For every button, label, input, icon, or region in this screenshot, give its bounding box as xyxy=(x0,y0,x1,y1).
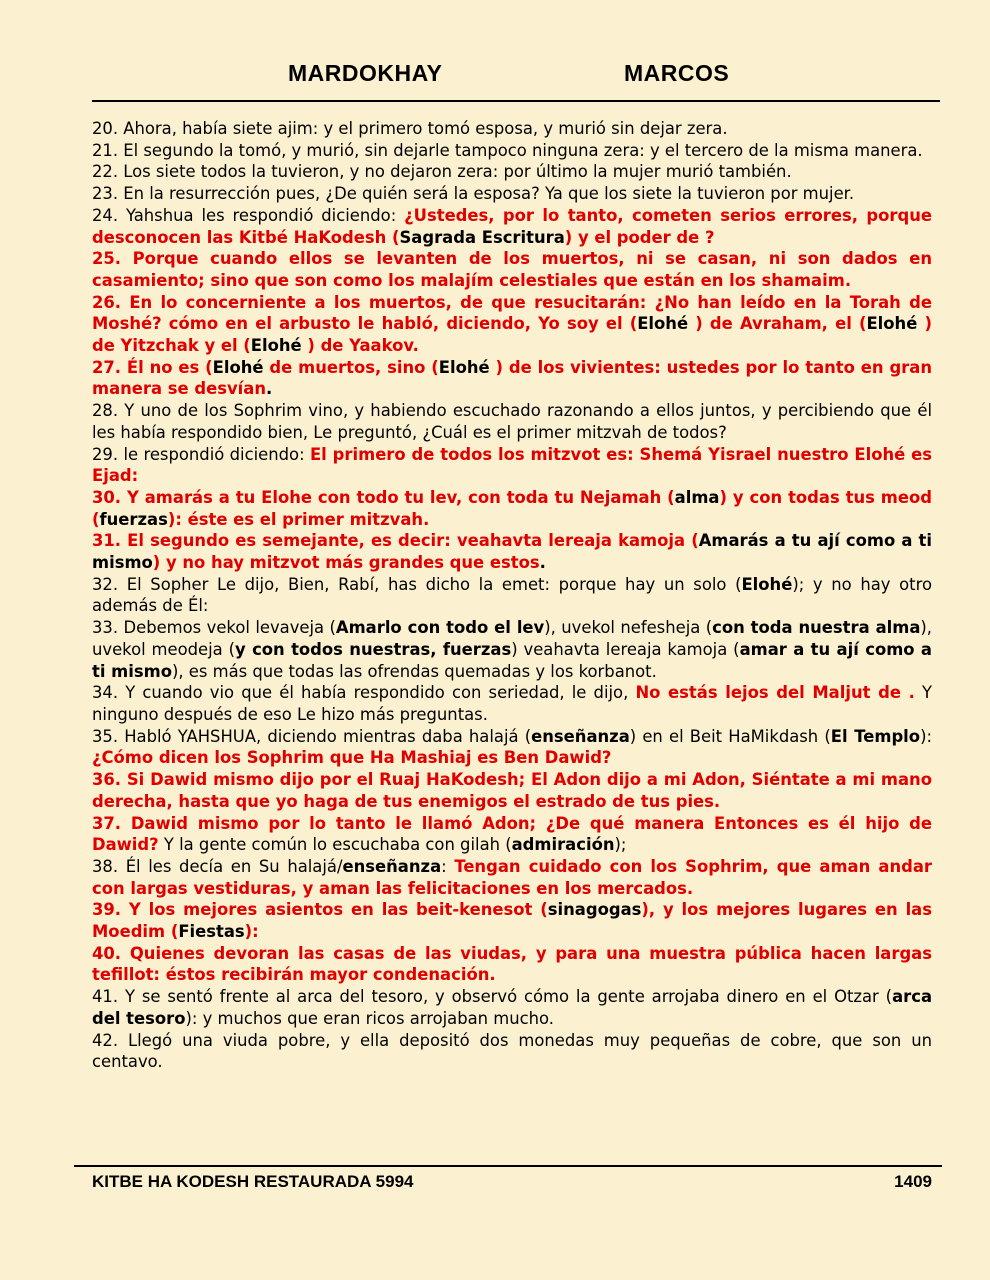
verse xyxy=(92,292,932,357)
verse xyxy=(92,118,932,140)
verse-bold: Elohé xyxy=(866,314,918,334)
verse-emphasis: ) y el poder de ? xyxy=(564,227,715,247)
verse xyxy=(92,856,932,899)
verse xyxy=(92,161,932,183)
verse-bold: enseñanza xyxy=(531,726,630,746)
verse-bold: Elohé xyxy=(250,336,302,356)
verse-emphasis: ) de Yaakov. xyxy=(301,336,419,356)
verse-text: : xyxy=(441,856,455,876)
verse xyxy=(92,248,932,291)
verse xyxy=(92,357,932,400)
verse-bold: alma xyxy=(674,487,720,507)
verse-bold: Sagrada Escritura xyxy=(399,227,565,247)
verse-emphasis: 39. Y los mejores asientos en las beit-kenesot ( xyxy=(92,900,548,920)
verse-text: ), uvekol nefesheja ( xyxy=(544,618,713,638)
verse-bold: fuerzas xyxy=(99,509,168,529)
page-footer xyxy=(92,1170,932,1194)
verse-text: 32. El Sopher Le dijo, Bien, Rabí, has dicho la emet: porque hay un solo ( xyxy=(92,574,742,594)
verse-text: ): xyxy=(920,726,932,746)
verse-text: ); xyxy=(614,835,627,855)
verse-emphasis: ) de Yitzchak y el ( xyxy=(92,314,933,356)
verse xyxy=(92,726,932,769)
verse xyxy=(92,769,932,812)
verse-emphasis: No estás lejos del Maljut de . xyxy=(635,683,915,703)
verse-text: 41. Y se sentó frente al arca del tesoro, y observó cómo la gente arrojaba dinero en el Otzar ( xyxy=(92,987,893,1007)
verse-emphasis: 27. Él no es ( xyxy=(92,357,213,377)
header-right-title: MARCOS xyxy=(624,60,730,86)
footer-book-title: KITBE HA KODESH RESTAURADA 5994 xyxy=(92,1172,414,1191)
verse-bold: El Templo xyxy=(830,726,921,746)
verse xyxy=(92,943,932,986)
verse-text: 38. Él les decía en Su halajá/ xyxy=(92,856,343,876)
verse xyxy=(92,986,932,1029)
verse-emphasis: 37. Dawid mismo por lo tanto le llamó Adon; ¿De qué manera Entonces es él hijo de Dawid? xyxy=(92,813,932,855)
verse-bold: Elohé xyxy=(438,357,490,377)
verse-text: Y ninguno después de eso Le hizo más preguntas. xyxy=(92,683,932,724)
verse-emphasis: 25. Porque cuando ellos se levanten de los muertos, ni se casan, ni son dados en casamiento; sino que son como los malajím celestiales que están en los shamaim. xyxy=(92,249,932,290)
verse-bold: arca del tesoro xyxy=(92,987,932,1028)
verse-text: 24. Yahshua les respondió diciendo: xyxy=(92,205,405,225)
verse-text: ), uvekol meodeja ( xyxy=(92,618,933,659)
verse-text: 35. Habló YAHSHUA, diciendo mientras daba halajá ( xyxy=(92,726,532,746)
verse-text: ): y muchos que eran ricos arrojaban mucho. xyxy=(185,1008,554,1028)
header-rule xyxy=(92,100,940,102)
verse xyxy=(92,530,932,573)
verse-text: 22. Los siete todos la tuvieron, y no dejaron zera: por último la mujer murió también. xyxy=(92,162,792,182)
verse-text: 33. Debemos vekol levaveja ( xyxy=(92,618,336,638)
verse-emphasis: El primero de todos los mitzvot es: Shemá Yisrael nuestro Elohé es Ejad: xyxy=(92,444,932,486)
verse-text: 20. Ahora, había siete ajim: y el primero tomó esposa, y murió sin dejar zera. xyxy=(92,119,728,138)
verse-text: 42. Llegó una viuda pobre, y ella depositó dos monedas muy pequeñas de cobre, que son un centavo. xyxy=(92,1030,932,1072)
verse xyxy=(92,617,932,682)
verse-bold: y con todos nuestras, fuerzas xyxy=(235,639,512,659)
verse-bold: Elohé xyxy=(637,314,689,334)
header-left-title: MARDOKHAY xyxy=(288,60,443,86)
verse-text: ) veahavta lereaja kamoja ( xyxy=(511,639,740,659)
verse-bold: con toda nuestra alma xyxy=(712,618,921,638)
verse xyxy=(92,1030,932,1073)
verse xyxy=(92,183,932,205)
verse-emphasis: ): xyxy=(244,922,259,942)
verse-text: Y la gente común lo escuchaba con gilah ( xyxy=(158,835,512,855)
verse-bold: Fiestas xyxy=(178,922,245,942)
verse-emphasis: 30. Y amarás a tu Elohe con todo tu lev, con toda tu Nejamah ( xyxy=(92,487,675,507)
verse-text: 21. El segundo la tomó, y murió, sin dejarle tampoco ninguna zera: y el tercero de la misma manera. xyxy=(92,140,923,160)
verse-emphasis: ), y los mejores lugares en las Moedim ( xyxy=(92,900,933,942)
verse-emphasis: 36. Si Dawid mismo dijo por el Ruaj HaKodesh; El Adon dijo a mi Adon, Siéntate a mi mano derecha, hasta que yo haga de tus enemigos el estrado de tus pies. xyxy=(92,770,932,811)
verse-emphasis: ) de los vivientes: ustedes por lo tanto en gran manera se desvían xyxy=(92,357,932,399)
verse-text: ); y no hay otro además de Él: xyxy=(92,574,932,616)
verse-bold: Elohé xyxy=(741,574,793,594)
verse-bold: . xyxy=(266,379,273,399)
verse xyxy=(92,487,932,530)
verse-bold: sinagogas xyxy=(547,900,642,920)
verse-emphasis: ¿Ustedes, por lo tanto, cometen serios errores, porque desconocen las Kitbé HaKodesh ( xyxy=(92,205,932,247)
verse-emphasis: ) y con todas tus meod ( xyxy=(92,487,932,529)
verse xyxy=(92,205,932,248)
verse-bold: . xyxy=(539,553,546,573)
verse-emphasis: ) de Avraham, el ( xyxy=(688,314,867,334)
footer-rule xyxy=(74,1165,942,1167)
verse-emphasis: ¿Cómo dicen los Sophrim que Ha Mashiaj es Ben Dawid? xyxy=(92,748,612,768)
verse-text: ) en el Beit HaMikdash ( xyxy=(629,726,831,746)
verse xyxy=(92,400,932,443)
verse xyxy=(92,574,932,617)
verse-emphasis: 40. Quienes devoran las casas de las viudas, y para una muestra pública hacen largas tefillot: éstos recibirán mayor condenación. xyxy=(92,943,932,985)
verse-bold: Amarlo con todo el lev xyxy=(335,618,545,638)
verse-emphasis: 31. El segundo es semejante, es decir: veahavta lereaja kamoja ( xyxy=(92,531,699,551)
verse-emphasis: Tengan cuidado con los Sophrim, que aman andar con largas vestiduras, y aman las felicitaciones en los mercados. xyxy=(92,856,933,898)
verse-emphasis: ): éste es el primer mitzvah. xyxy=(167,509,430,529)
verse-body xyxy=(92,118,932,1073)
verse xyxy=(92,813,932,856)
page-header xyxy=(90,56,940,90)
verse-emphasis: ) y no hay mitzvot más grandes que estos xyxy=(152,553,540,573)
verse-text: 23. En la resurrección pues, ¿De quién será la esposa? Ya que los siete la tuvieron por mujer. xyxy=(92,184,855,204)
verse xyxy=(92,682,932,725)
verse-emphasis: de muertos, sino ( xyxy=(263,357,439,377)
verse-text: ), es más que todas las ofrendas quemadas y los korbanot. xyxy=(171,661,657,681)
verse xyxy=(92,444,932,487)
page-number: 1409 xyxy=(894,1172,932,1191)
verse-bold: admiración xyxy=(511,835,615,855)
verse-text: 34. Y cuando vio que él había respondido con seriedad, le dijo, xyxy=(92,683,636,703)
verse xyxy=(92,140,932,162)
verse-bold: amar a tu ají como a ti mismo xyxy=(92,639,932,681)
verse-text: 28. Y uno de los Sophrim vino, y habiendo escuchado razonando a ellos juntos, y percibiendo que él les había respondido bien, Le preguntó, ¿Cuál es el primer mitzvah de todos? xyxy=(92,401,932,442)
verse-text: 29. le respondió diciendo: xyxy=(92,444,310,464)
verse-bold: Elohé xyxy=(212,357,264,377)
verse-bold: enseñanza xyxy=(342,856,442,876)
verse-emphasis: 26. En lo concerniente a los muertos, de que resucitarán: ¿No han leído en la Torah de Moshé? cómo en el arbusto le habló, diciendo, Yo soy el ( xyxy=(92,292,932,334)
verse xyxy=(92,899,932,942)
verse-bold: Amarás a tu ají como a ti mismo xyxy=(92,531,933,573)
